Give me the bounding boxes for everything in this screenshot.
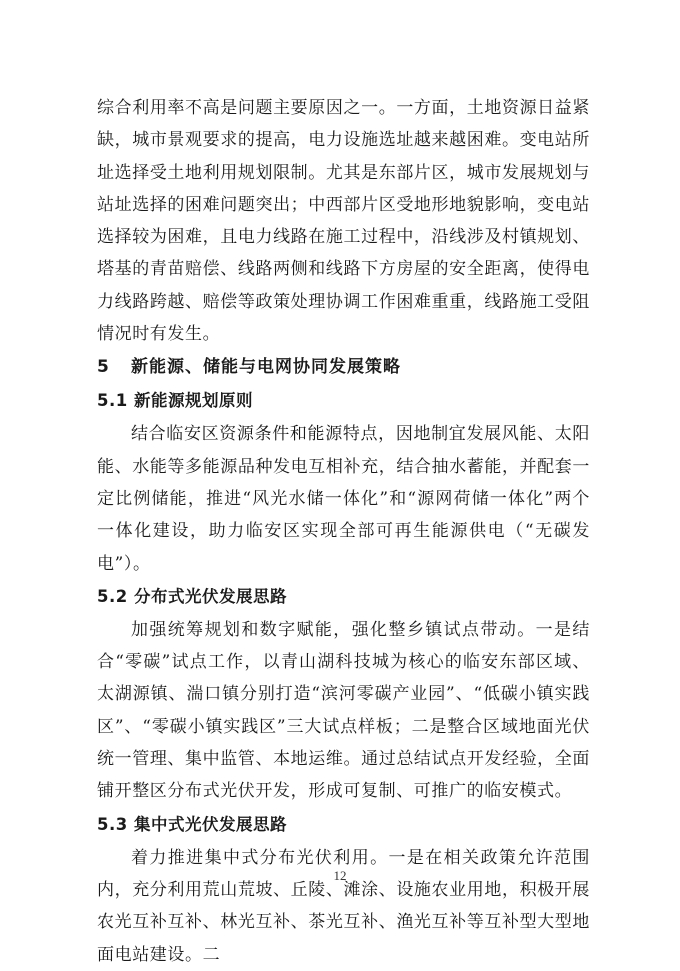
paragraph-land-constraints: 综合利用率不高是问题主要原因之一。一方面，土地资源日益紧缺，城市景观要求的提高，电力设施选址越来越困难。变电站所址选择受土地利用规划限制。尤其是东部片区，城市发展规划与站址选择的困难问题突出；中西部片区受地形地貌影响，变电站选择较为困难，且电力线路在施工过程中，沿线涉及村镇规划、塔基的青苗赔偿、线路两侧和线路下方房屋的安全距离，使得电力线路跨越、赔偿等政策处理协调工作困难重重，线路施工受阻情况时有发生。 xyxy=(97,98,590,345)
page-number: 12 xyxy=(333,868,347,883)
subsection-heading-5-1: 5.1 新能源规划原则 xyxy=(97,391,253,411)
paragraph-distributed-pv: 加强统筹规划和数字赋能，强化整乡镇试点带动。一是结合“零碳”试点工作，以青山湖科技城为核心的临安东部区域、太湖源镇、湍口镇分别打造“滨河零碳产业园”、“低碳小镇实践区”、“零碳小镇实践区”三大试点样板；二是整合区域地面光伏统一管理、集中监管、本地运维。通过总结试点开发经验，全面铺开整区分布式光伏开发，形成可复制、可推广的临安模式。 xyxy=(97,619,590,802)
section-title: 新能源、储能与电网协同发展策略 xyxy=(131,357,401,378)
subsection-heading-5-3: 5.3 集中式光伏发展思路 xyxy=(97,814,287,834)
paragraph-new-energy-principles: 结合临安区资源条件和能源特点，因地制宜发展风能、太阳能、水能等多能源品种发电互相补充，结合抽水蓄能，并配套一定比例储能，推进“风光水储一体化”和“源网荷储一体化”两个一体化建设，助力临安区实现全部可再生能源供电（“无碳发电”）。 xyxy=(97,424,590,574)
paragraph-centralized-pv: 着力推进集中式分布光伏利用。一是在相关政策允许范围内，充分利用荒山荒坡、丘陵、滩涂、设施农业用地，积极开展农光互补互补、林光互补、茶光互补、渔光互补等互补型大型地面电站建设。二 xyxy=(97,847,590,965)
page-body xyxy=(97,92,590,971)
subsection-heading-5-2: 5.2 分布式光伏发展思路 xyxy=(97,586,287,606)
section-number: 5 xyxy=(97,357,110,378)
section-heading-5 xyxy=(97,350,590,384)
